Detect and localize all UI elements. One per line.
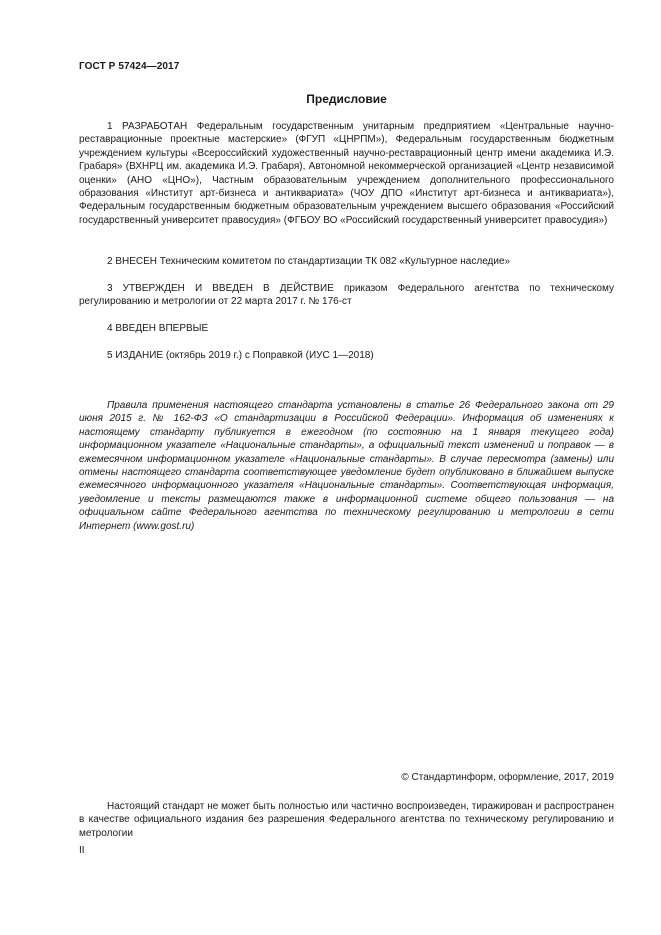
reproduction-restriction-notice: Настоящий стандарт не может быть полностью или частично воспроизведен, тиражирован и распространен в качестве официального издания без разрешения Федерального агентства по техническому регулированию и метрологии xyxy=(79,801,614,839)
section-title: Предисловие xyxy=(306,92,387,106)
paragraph-submitted-by: 2 ВНЕСЕН Техническим комитетом по стандартизации ТК 082 «Культурное наследие» xyxy=(107,256,511,267)
paragraph-developed-by: 1 РАЗРАБОТАН Федеральным государственным унитарным предприятием «Центральные научно-реставрационные проектные мастерские» (ФГУП «ЦНРПМ»), Федеральным государственным бюджетным учреждением культуры «Всероссийский художественный научно-реставрационный центр имени академика И.Э. Грабаря» (ВХНРЦ им. академика И.Э. Грабаря), Автономной некоммерческой организацией «Центр независимой оценки» (АНО «ЦНО»), Частным образовательным учреждением дополнительного профессионального образования «Институт арт-бизнеса и антиквариата» (ЧОУ ДПО «Институт арт-бизнеса и антиквариата»), Федеральным государственным бюджетным образовательным учреждением высшего образования «Российский государственный университет правосудия» (ФГБОУ ВО «Российский государственный университет правосудия») xyxy=(79,121,614,226)
copyright-notice: © Стандартинформ, оформление, 2017, 2019 xyxy=(401,772,614,783)
application-rules-notice: Правила применения настоящего стандарта установлены в статье 26 Федерального закона от 29 июня 2015 г. № 162-ФЗ «О стандартизации в Российской Федерации». Информация об изменениях к настоящему стандарту публикуется в ежегодном (по состоянию на 1 января текущего года) информационном указателе «Национальные стандарты», а официальный текст изменений и поправок — в ежемесячном информационном указателе «Национальные стандарты». В случае пересмотра (замены) или отмены настоящего стандарта соответствующее уведомление будет опубликовано в ближайшем выпуске ежемесячного информационного указателя «Национальные стандарты». Соответствующая информация, уведомление и тексты размещаются также в информационной системе общего пользования — на официальном сайте Федерального агентства по техническому регулированию и метрологии в сети Интернет (www.gost.ru) xyxy=(79,400,614,532)
paragraph-first-introduced: 4 ВВЕДЕН ВПЕРВЫЕ xyxy=(107,323,209,334)
paragraph-approved: 3 УТВЕРЖДЕН И ВВЕДЕН В ДЕЙСТВИЕ приказом Федерального агентства по техническому регулированию и метрологии от 22 марта 2017 г. № 176-ст xyxy=(79,283,614,308)
document-number: ГОСТ Р 57424—2017 xyxy=(79,61,180,72)
paragraph-edition: 5 ИЗДАНИЕ (октябрь 2019 г.) с Поправкой (ИУС 1—2018) xyxy=(107,350,374,361)
page-number: II xyxy=(79,845,85,856)
